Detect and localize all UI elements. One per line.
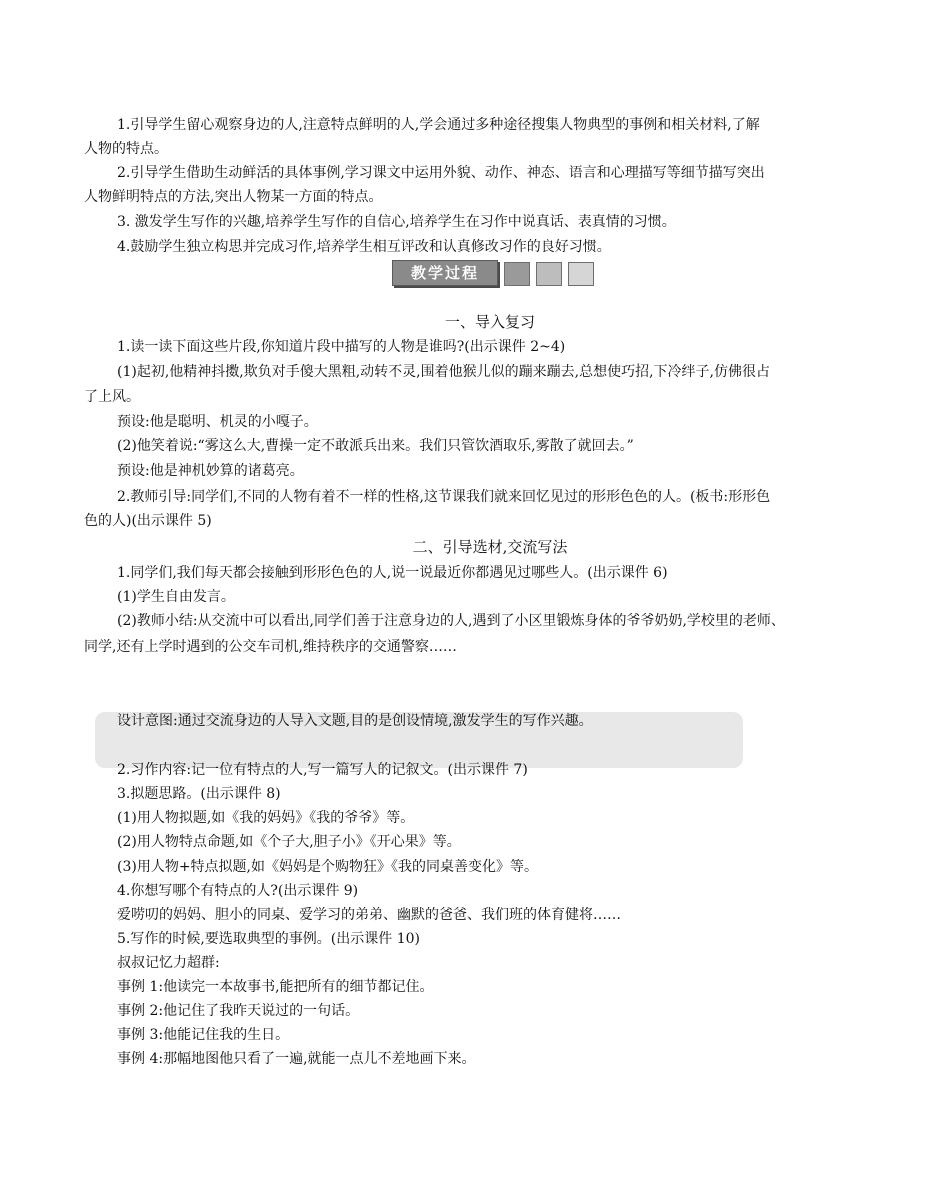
people-examples: 爱唠叨的妈妈、胆小的同桌、爱学习的弟弟、幽默的爸爸、我们班的体育健将…… [117,907,621,923]
objective-4: 4.鼓励学生独立构思并完成习作,培养学生相互评改和认真修改习作的良好习惯。 [117,239,611,255]
objective-2: 2.引导学生借助生动鲜活的具体事例,学习课文中运用外貌、动作、神态、语言和心理描写等细节描写突出 [117,165,765,181]
banner-square-1 [504,262,530,286]
section2-line: 1.同学们,我们每天都会接触到形形色色的人,说一说最近你都遇见过哪些人。(出示课件 6) [117,565,668,581]
title-ideas: 3.拟题思路。(出示课件 8) [117,786,281,802]
section2-heading: 二、引导选材,交流写法 [412,538,568,556]
title-idea-3: (3)用人物+特点拟题,如《妈妈是个购物狂》《我的同桌善变化》等。 [117,859,539,875]
objective-2-cont: 人物鲜明特点的方法,突出人物某一方面的特点。 [84,189,383,205]
section1-line: 了上风。 [84,389,140,405]
section1-line: 2.教师引导:同学们,不同的人物有着不一样的性格,这节课我们就来回忆见过的形形色色的人。(板书:形形色 [117,489,771,505]
objective-1: 1.引导学生留心观察身边的人,注意特点鲜明的人,学会通过多种途径搜集人物典型的事例和相关材料,了解 [117,117,760,133]
example-1: 事例 1:他读完一本故事书,能把所有的细节都记住。 [117,979,434,995]
question-who: 4.你想写哪个有特点的人?(出示课件 9) [117,883,359,899]
section1-line: (2)他笑着说:“雾这么大,曹操一定不敢派兵出来。我们只管饮酒取乐,雾散了就回去。” [117,438,634,454]
example-3: 事例 3:他能记住我的生日。 [117,1027,290,1043]
section1-line: 色的人)(出示课件 5) [84,513,212,529]
objective-1-cont: 人物的特点。 [84,141,168,157]
section2-line: (2)教师小结:从交流中可以看出,同学们善于注意身边的人,遇到了小区里锻炼身体的爷爷奶奶,学校里的老师、 [117,613,785,629]
banner-square-3 [568,262,594,286]
banner-square-2 [536,262,562,286]
objective-3: 3. 激发学生写作的兴趣,培养学生写作的自信心,培养学生在习作中说真话、表真情的习惯。 [117,214,676,230]
title-idea-1: (1)用人物拟题,如《我的妈妈》《我的爷爷》等。 [117,810,415,826]
example-2: 事例 2:他记住了我昨天说过的一句话。 [117,1003,360,1019]
title-idea-2: (2)用人物特点命题,如《个子大,胆子小》《开心果》等。 [117,834,461,850]
section2-line: (1)学生自由发言。 [117,589,235,605]
example-4: 事例 4:那幅地图他只看了一遍,就能一点儿不差地画下来。 [117,1051,476,1067]
section1-line: 1.读一读下面这些片段,你知道片段中描写的人物是谁吗?(出示课件 2~4) [117,339,566,355]
section1-line: 预设:他是聪明、机灵的小嘎子。 [117,414,318,430]
design-note: 设计意图:通过交流身边的人导入文题,目的是创设情境,激发学生的写作兴趣。 [117,713,593,729]
writing-content: 2.习作内容:记一位有特点的人,写一篇写人的记叙文。(出示课件 7) [117,762,528,778]
memory-heading: 叔叔记忆力超群: [117,955,220,971]
section1-line: 预设:他是神机妙算的诸葛亮。 [117,463,304,479]
section1-line: (1)起初,他精神抖擞,欺负对手傻大黑粗,动转不灵,围着他猴儿似的蹦来蹦去,总想使巧招,下冷绊子,仿佛很占 [117,364,770,380]
banner-title: 教学过程 [392,260,498,286]
section2-line: 同学,还有上学时遇到的公交车司机,维持秩序的交通警察…… [84,639,457,655]
choose-examples: 5.写作的时候,要选取典型的事例。(出示课件 10) [117,931,420,947]
section1-heading: 一、导入复习 [444,313,535,331]
